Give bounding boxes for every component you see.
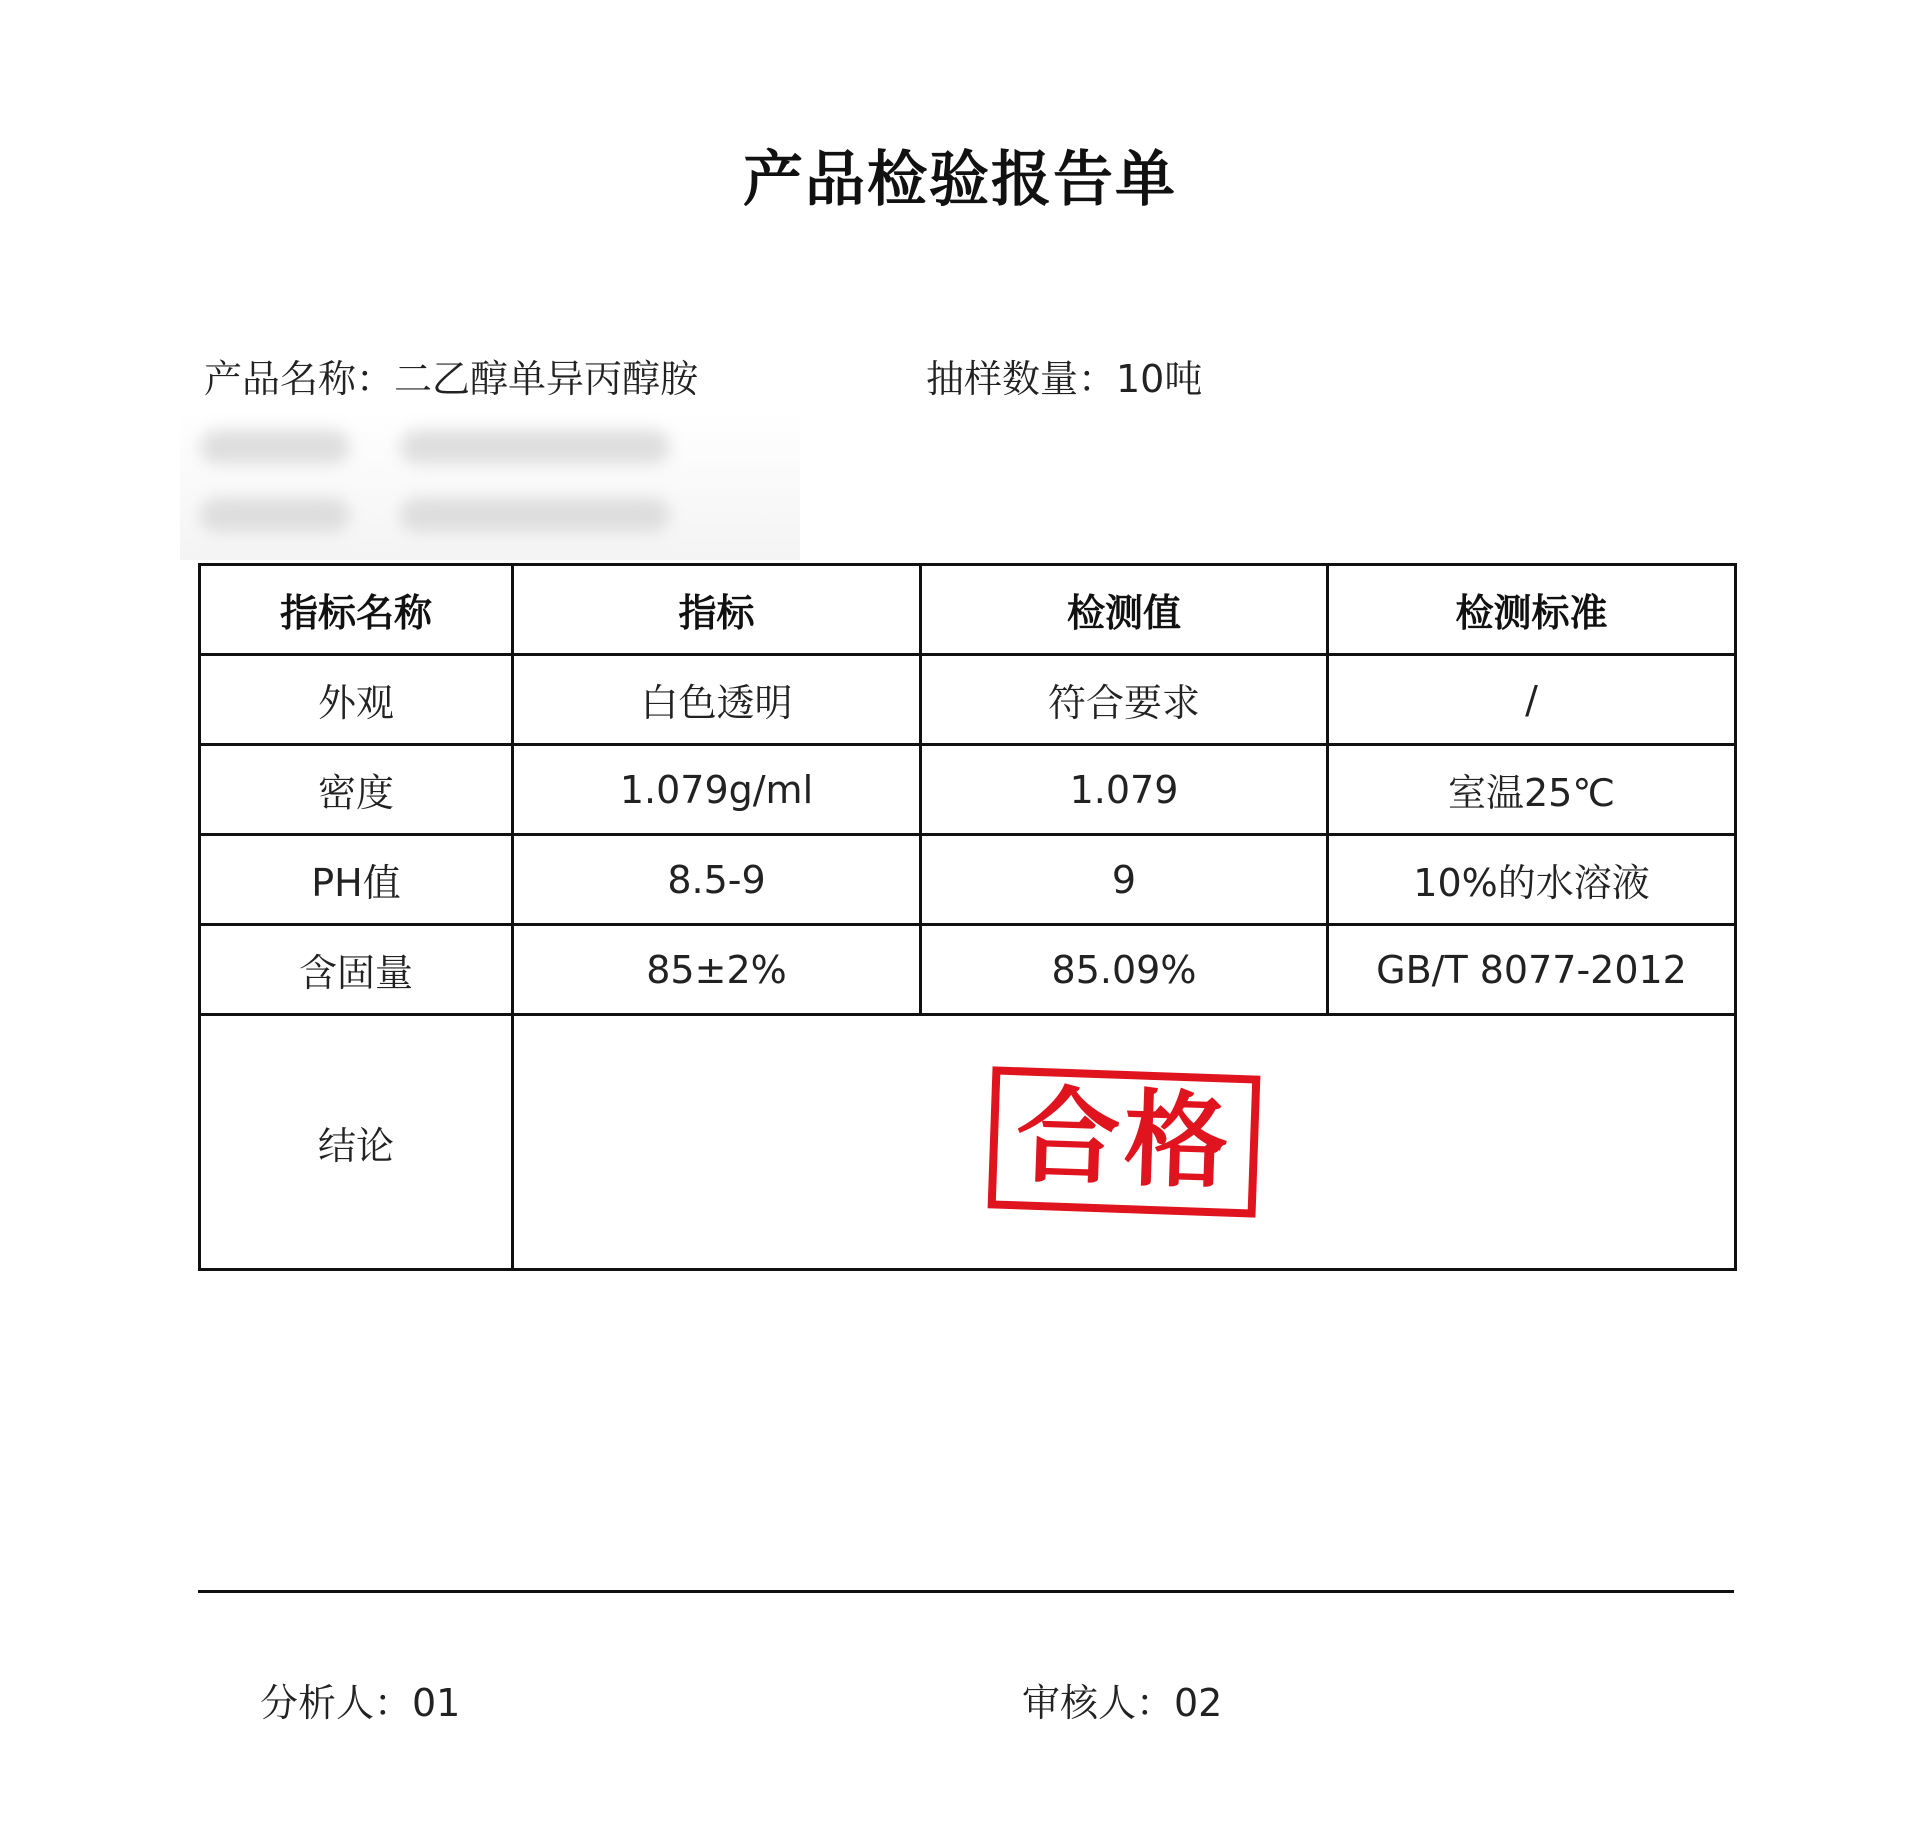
product-name: 产品名称：二乙醇单异丙醇胺 [204,357,699,401]
table-row [200,835,1736,925]
table-cell: 85.09% [921,925,1328,1015]
table-row [200,655,1736,745]
table-cell: 含固量 [200,925,513,1015]
table-row [200,925,1736,1015]
header-indicator-name: 指标名称 [200,565,513,655]
table-row [200,745,1736,835]
table-cell: 1.079g/ml [513,745,921,835]
conclusion-row [200,1015,1736,1270]
report-title: 产品检验报告单 [743,145,1177,215]
redacted-info-block [180,410,800,560]
table-cell: 85±2% [513,925,921,1015]
table-header-row [200,565,1736,655]
table-cell: 密度 [200,745,513,835]
sample-quantity: 抽样数量：10吨 [926,357,1203,401]
table-cell: 1.079 [921,745,1328,835]
header-indicator: 指标 [513,565,921,655]
pass-stamp: 合格 [988,1066,1261,1217]
table-cell: 室温25℃ [1328,745,1736,835]
conclusion-label: 结论 [200,1015,513,1270]
table-cell: / [1328,655,1736,745]
inspection-table [198,563,1737,1271]
table-cell: PH值 [200,835,513,925]
header-test-standard: 检测标准 [1328,565,1736,655]
table-cell: 8.5-9 [513,835,921,925]
table-cell: 10%的水溶液 [1328,835,1736,925]
table-cell: GB/T 8077-2012 [1328,925,1736,1015]
conclusion-cell [513,1015,1736,1270]
signature-divider [198,1590,1734,1593]
header-measured-value: 检测值 [921,565,1328,655]
table-cell: 白色透明 [513,655,921,745]
table-cell: 外观 [200,655,513,745]
analyst-signature: 分析人：01 [260,1681,461,1725]
reviewer-signature: 审核人：02 [1022,1681,1223,1725]
table-cell: 符合要求 [921,655,1328,745]
table-cell: 9 [921,835,1328,925]
